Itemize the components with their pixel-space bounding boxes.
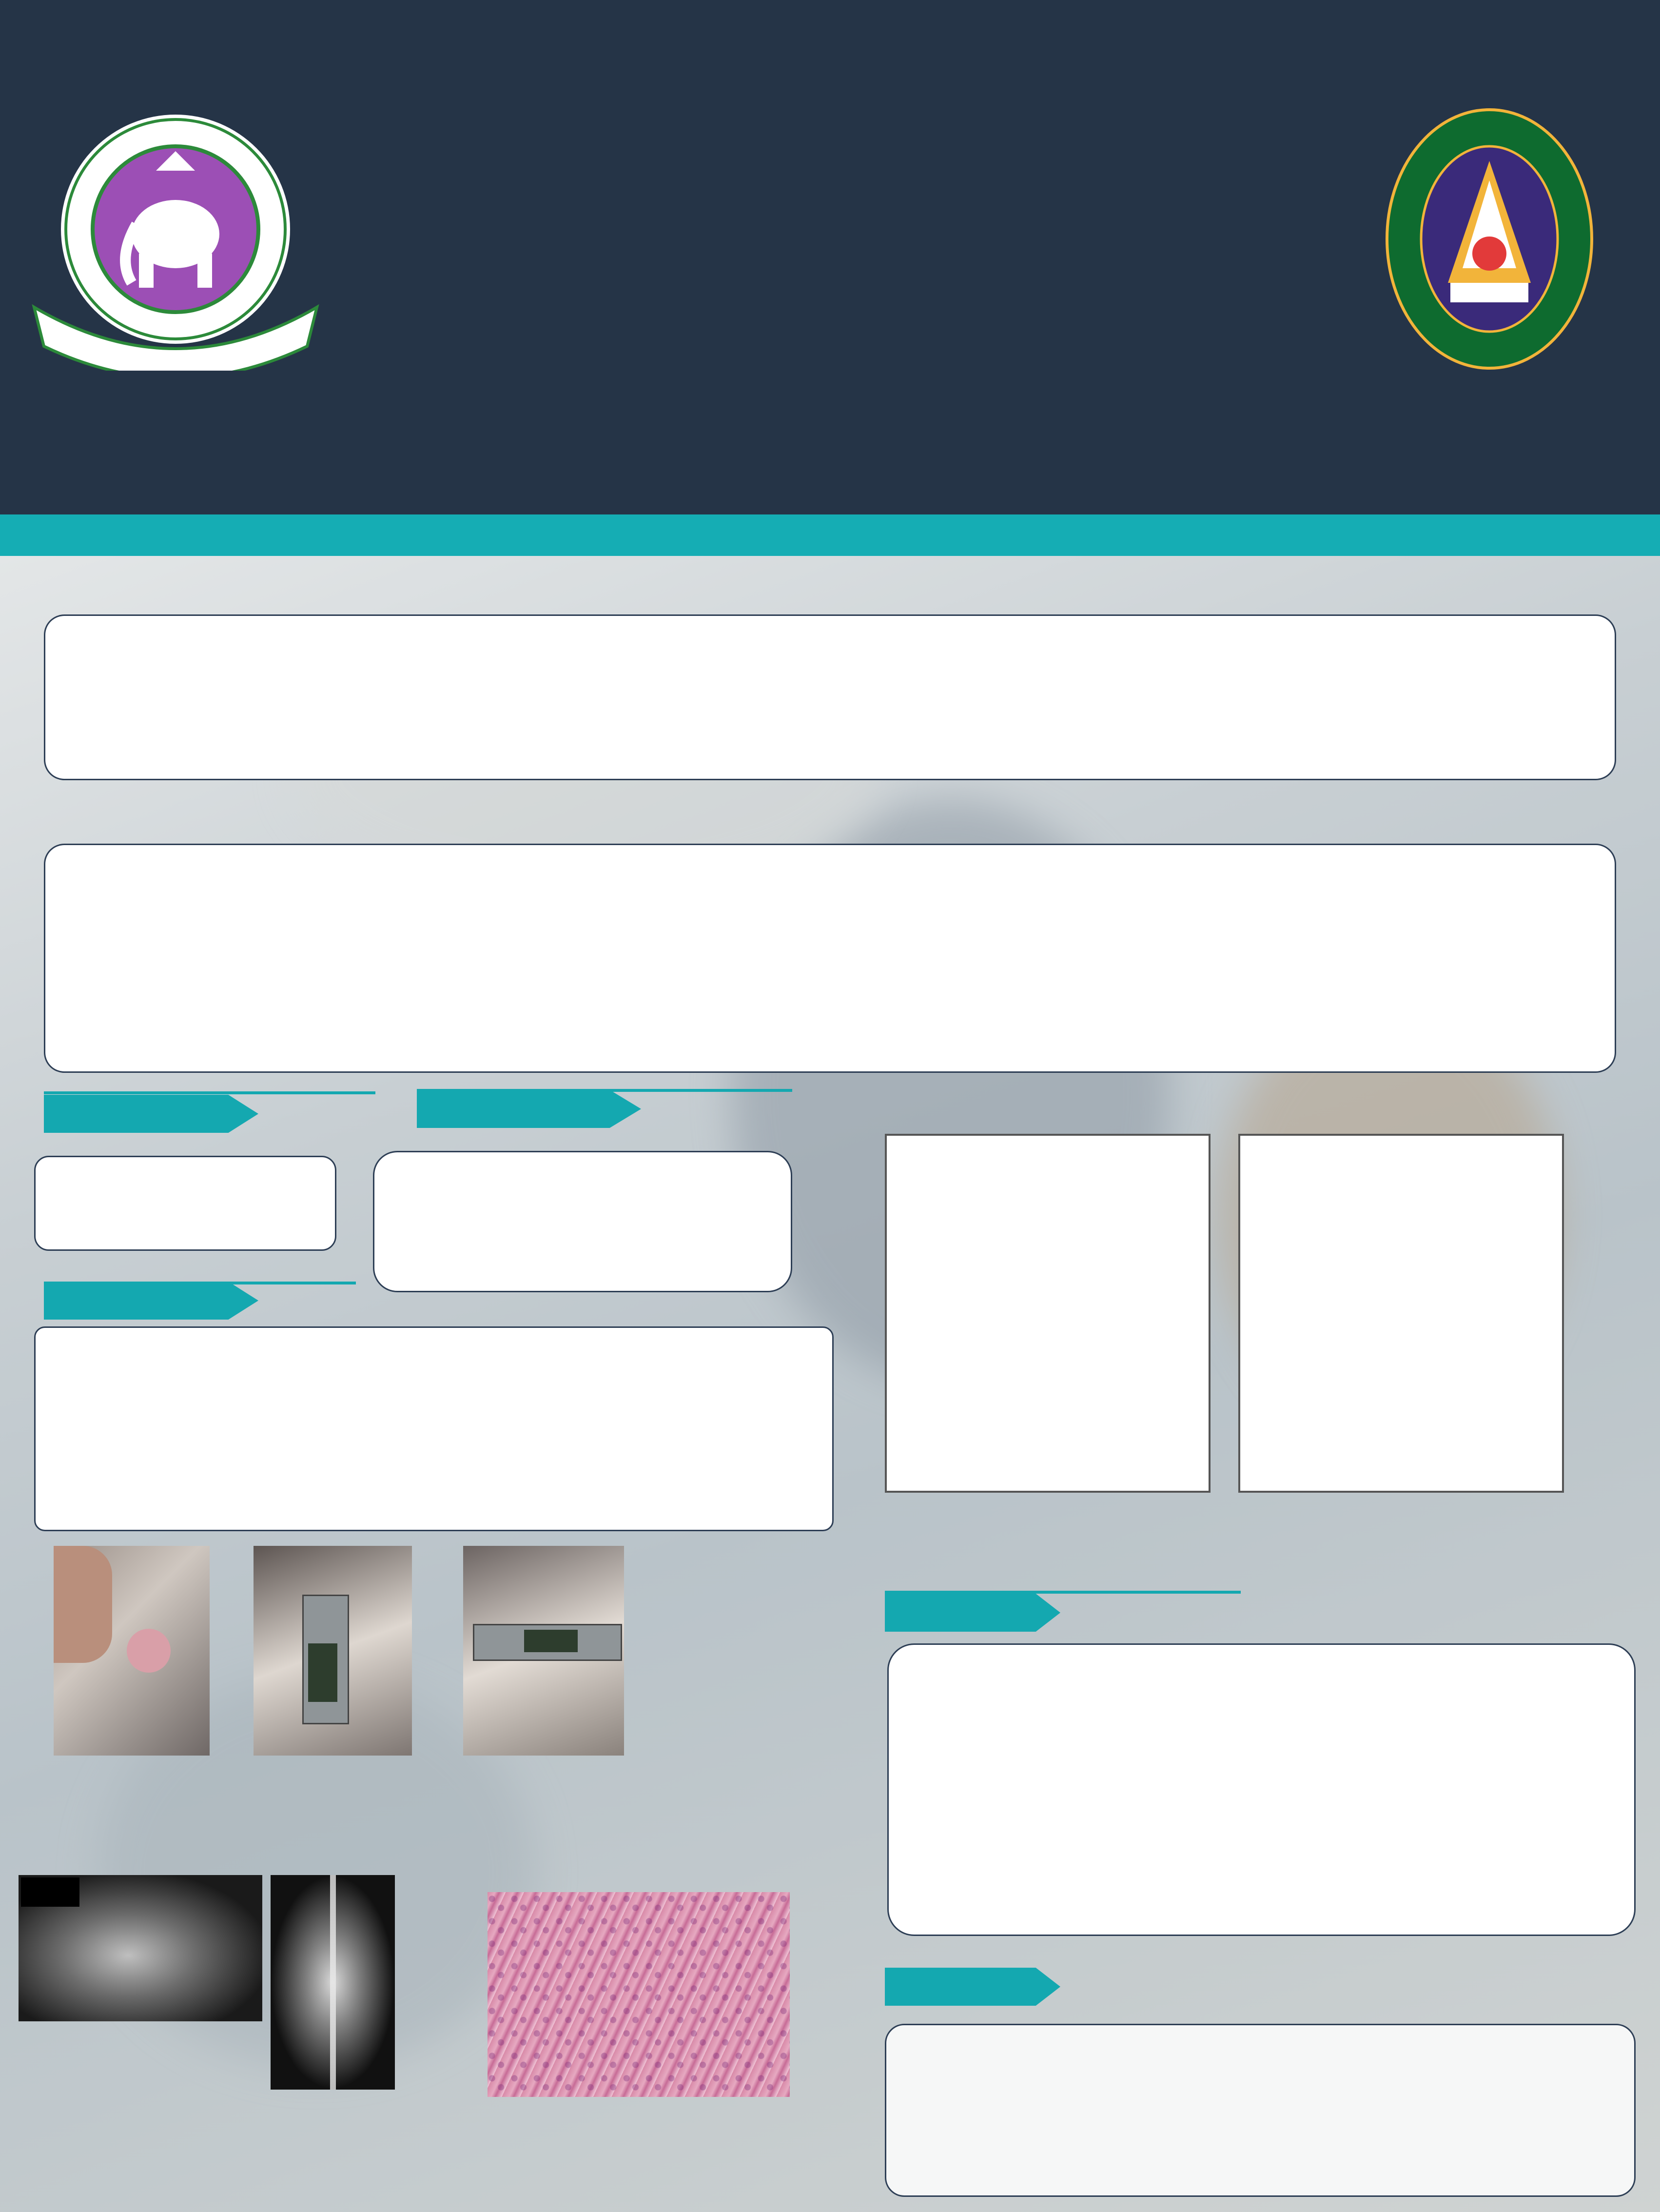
intro-box — [44, 844, 1616, 1073]
xray-thorax — [271, 1875, 395, 2090]
poster-header — [0, 0, 1660, 514]
photo-mass-site — [54, 1546, 210, 1756]
objectives-box — [34, 1156, 336, 1251]
conclusion-box — [887, 1643, 1636, 1936]
lab-table-1-frame — [885, 1134, 1211, 1493]
results-tag — [44, 1282, 258, 1320]
abstract-box — [44, 614, 1616, 780]
conclusion-tag — [885, 1594, 1060, 1632]
methods-tag — [417, 1090, 641, 1128]
results-box — [34, 1326, 834, 1531]
caliper-readout-width — [524, 1630, 578, 1652]
references-tag — [885, 1968, 1060, 2006]
photo-mass-width — [463, 1546, 624, 1756]
nrru-logo — [1385, 107, 1594, 371]
histopathology-image — [488, 1892, 790, 2097]
objectives-tag — [44, 1095, 258, 1133]
lab-table-2-frame — [1238, 1134, 1564, 1493]
references-box — [885, 2024, 1636, 2197]
methods-box — [373, 1151, 792, 1292]
conclusion-tag-line — [885, 1591, 1241, 1594]
objectives-tag-line — [44, 1091, 375, 1094]
header-accent-strip — [0, 514, 1660, 556]
photo-mass-length — [254, 1546, 412, 1756]
vet-faculty-logo — [29, 98, 322, 371]
xray-abdominal — [19, 1875, 262, 2021]
caliper-readout-length — [308, 1643, 337, 1702]
